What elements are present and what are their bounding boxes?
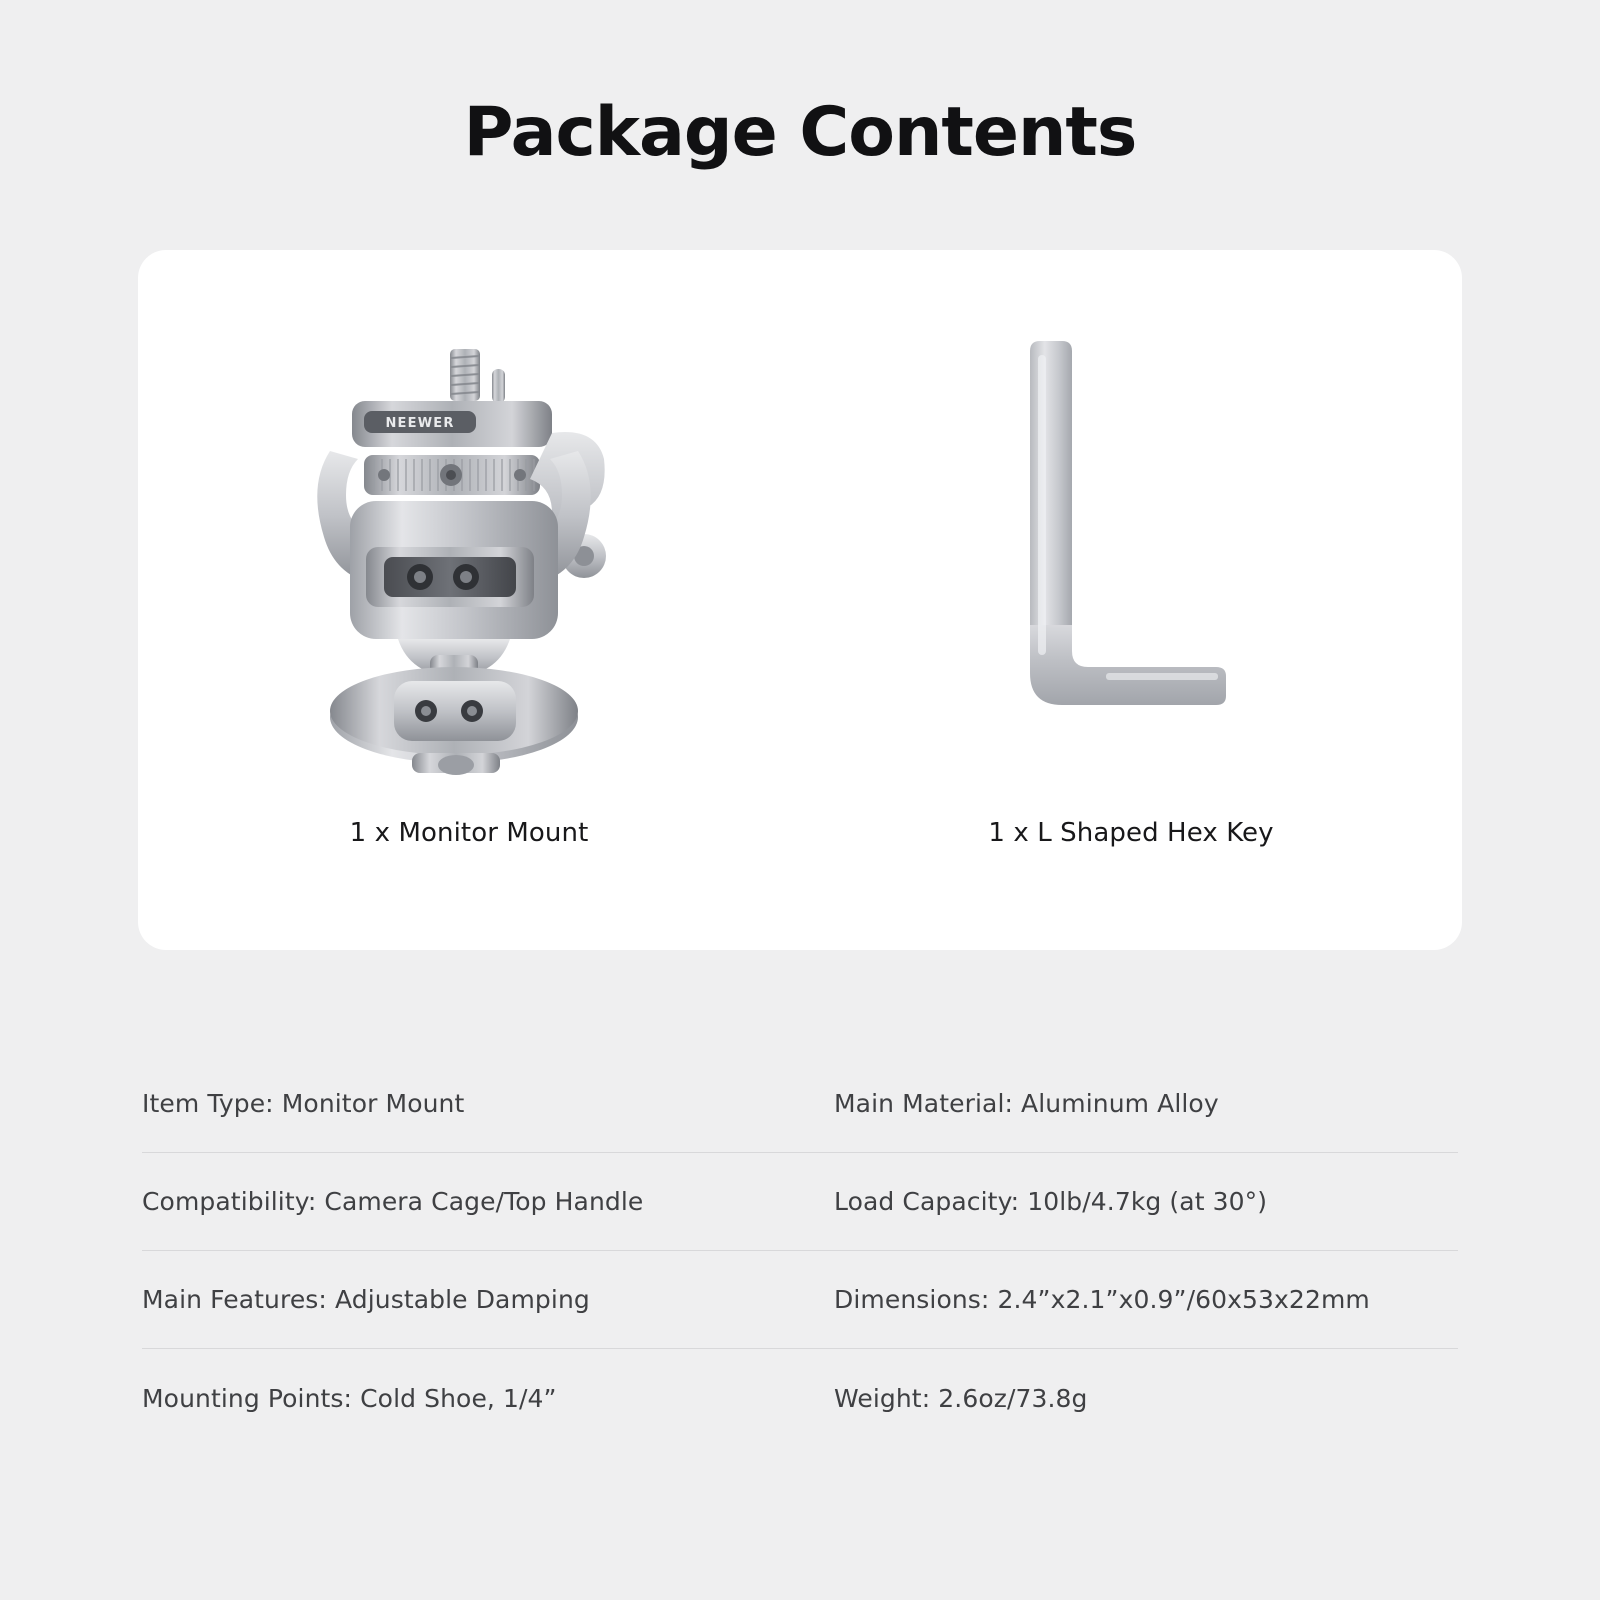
brand-label: NEEWER xyxy=(385,416,455,431)
spec-load-capacity: Load Capacity: 10lb/4.7kg (at 30°) xyxy=(834,1187,1268,1216)
table-row xyxy=(142,1055,1458,1153)
table-row xyxy=(142,1153,1458,1251)
center-body xyxy=(350,501,558,639)
spec-main-features: Main Features: Adjustable Damping xyxy=(142,1285,590,1314)
spec-weight: Weight: 2.6oz/73.8g xyxy=(834,1383,1088,1413)
top-plate xyxy=(352,401,552,447)
item-label: 1 x L Shaped Hex Key xyxy=(988,818,1274,848)
package-contents-card xyxy=(138,250,1462,950)
base-wheel xyxy=(330,667,578,775)
table-row xyxy=(142,1251,1458,1349)
spec-main-material: Main Material: Aluminum Alloy xyxy=(834,1089,1219,1118)
item-label: 1 x Monitor Mount xyxy=(349,818,589,848)
list-item xyxy=(138,250,800,950)
spec-mounting-points: Mounting Points: Cold Shoe, 1/4” xyxy=(142,1383,557,1413)
l-hex-key-illustration xyxy=(966,325,1296,795)
monitor-mount-figure xyxy=(234,310,704,810)
page-title: Package Contents xyxy=(463,93,1137,172)
list-item xyxy=(800,250,1462,950)
hex-key-figure xyxy=(966,310,1296,810)
spec-item-type: Item Type: Monitor Mount xyxy=(142,1089,465,1118)
spec-compatibility: Compatibility: Camera Cage/Top Handle xyxy=(142,1187,644,1216)
screw-thread xyxy=(450,349,480,401)
package-items-list xyxy=(138,250,1462,950)
monitor-mount-illustration xyxy=(234,325,704,795)
knurled-knob xyxy=(364,455,540,495)
spec-dimensions: Dimensions: 2.4”x2.1”x0.9”/60x53x22mm xyxy=(834,1285,1370,1314)
specifications-table xyxy=(142,1055,1458,1447)
cold-shoe-slot xyxy=(384,557,516,597)
table-row xyxy=(142,1349,1458,1447)
locating-pin xyxy=(492,369,505,403)
